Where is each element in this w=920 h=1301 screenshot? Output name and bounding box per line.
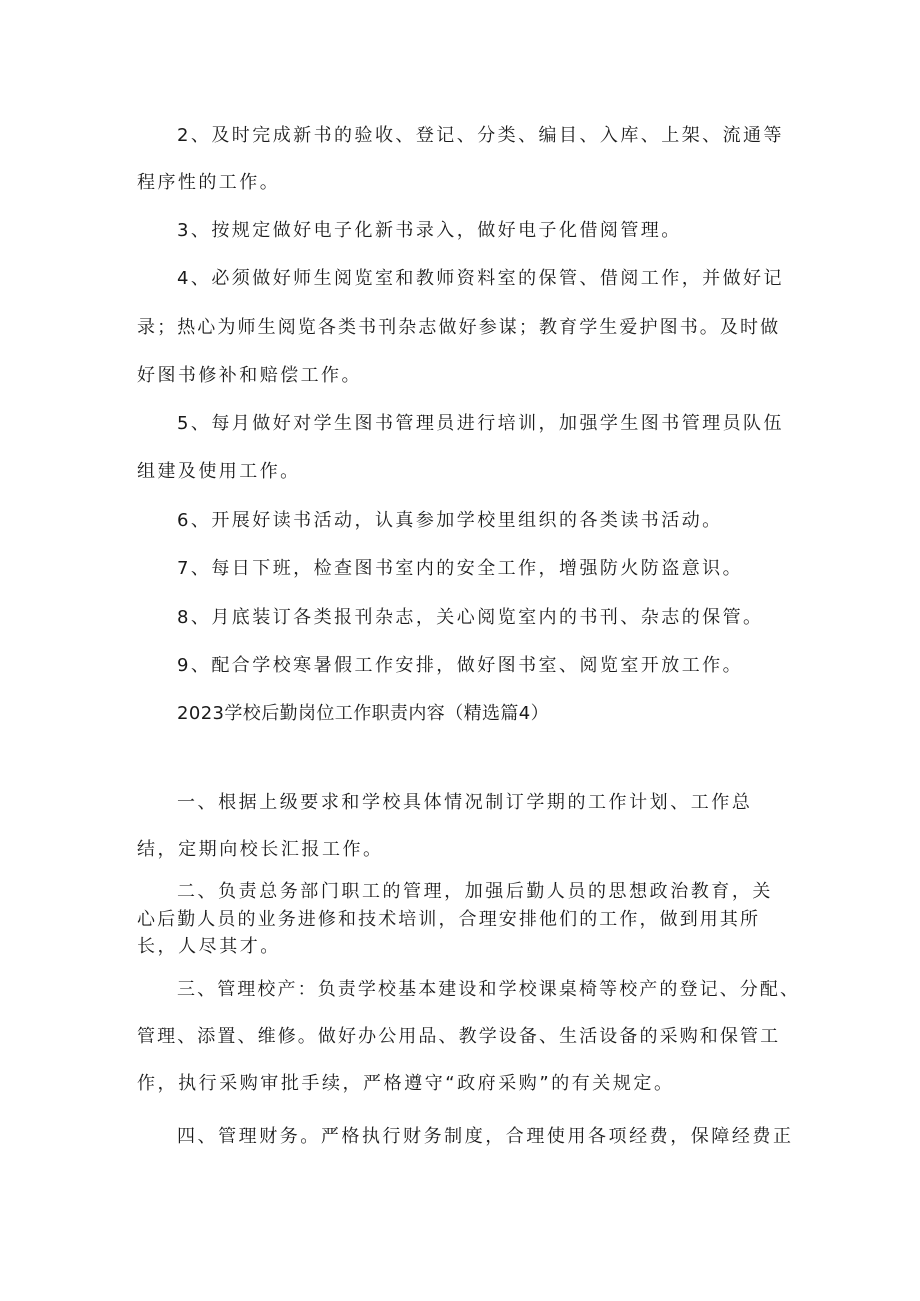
paragraph-line: 一、根据上级要求和学校具体情况制订学期的工作计划、工作总 xyxy=(177,792,753,813)
paragraph-line: 4、必须做好师生阅览室和教师资料室的保管、借阅工作，并做好记 xyxy=(177,268,784,289)
paragraph-line: 心后勤人员的业务进修和技术培训，合理安排他们的工作，做到用其所 xyxy=(137,909,761,930)
paragraph-line: 录；热心为师生阅览各类书刊杂志做好参谋；教育学生爱护图书。及时做 xyxy=(137,317,781,338)
paragraph-line: 8、月底装订各类报刊杂志，关心阅览室内的书刊、杂志的保管。 xyxy=(177,607,764,628)
paragraph-line: 3、按规定做好电子化新书录入，做好电子化借阅管理。 xyxy=(177,220,682,241)
paragraph-line: 结，定期向校长汇报工作。 xyxy=(137,839,384,860)
paragraph-line: 7、每日下班，检查图书室内的安全工作，增强防火防盗意识。 xyxy=(177,558,744,579)
paragraph-line: 6、开展好读书活动，认真参加学校里组织的各类读书活动。 xyxy=(177,510,723,531)
paragraph-line: 5、每月做好对学生图书管理员进行培训，加强学生图书管理员队伍 xyxy=(177,413,784,434)
paragraph-line: 三、管理校产：负责学校基本建设和学校课桌椅等校产的登记、分配、 xyxy=(177,979,801,1000)
section-heading: 2023学校后勤岗位工作职责内容（精选篇4） xyxy=(177,703,550,724)
paragraph-line: 组建及使用工作。 xyxy=(137,461,301,482)
paragraph-line: 9、配合学校寒暑假工作安排，做好图书室、阅览室开放工作。 xyxy=(177,655,744,676)
paragraph-line: 好图书修补和赔偿工作。 xyxy=(137,365,362,386)
paragraph-line: 程序性的工作。 xyxy=(137,172,281,193)
paragraph-line: 二、负责总务部门职工的管理，加强后勤人员的思想政治教育，关 xyxy=(177,881,773,902)
paragraph-line: 四、管理财务。严格执行财务制度，合理使用各项经费，保障经费正 xyxy=(177,1126,794,1147)
paragraph-line: 长，人尽其才。 xyxy=(137,936,281,957)
paragraph-line: 2、及时完成新书的验收、登记、分类、编目、入库、上架、流通等 xyxy=(177,125,784,146)
paragraph-line: 作，执行采购审批手续，严格遵守“政府采购”的有关规定。 xyxy=(137,1073,675,1094)
paragraph-line: 管理、添置、维修。做好办公用品、教学设备、生活设备的采购和保管工 xyxy=(137,1026,781,1047)
